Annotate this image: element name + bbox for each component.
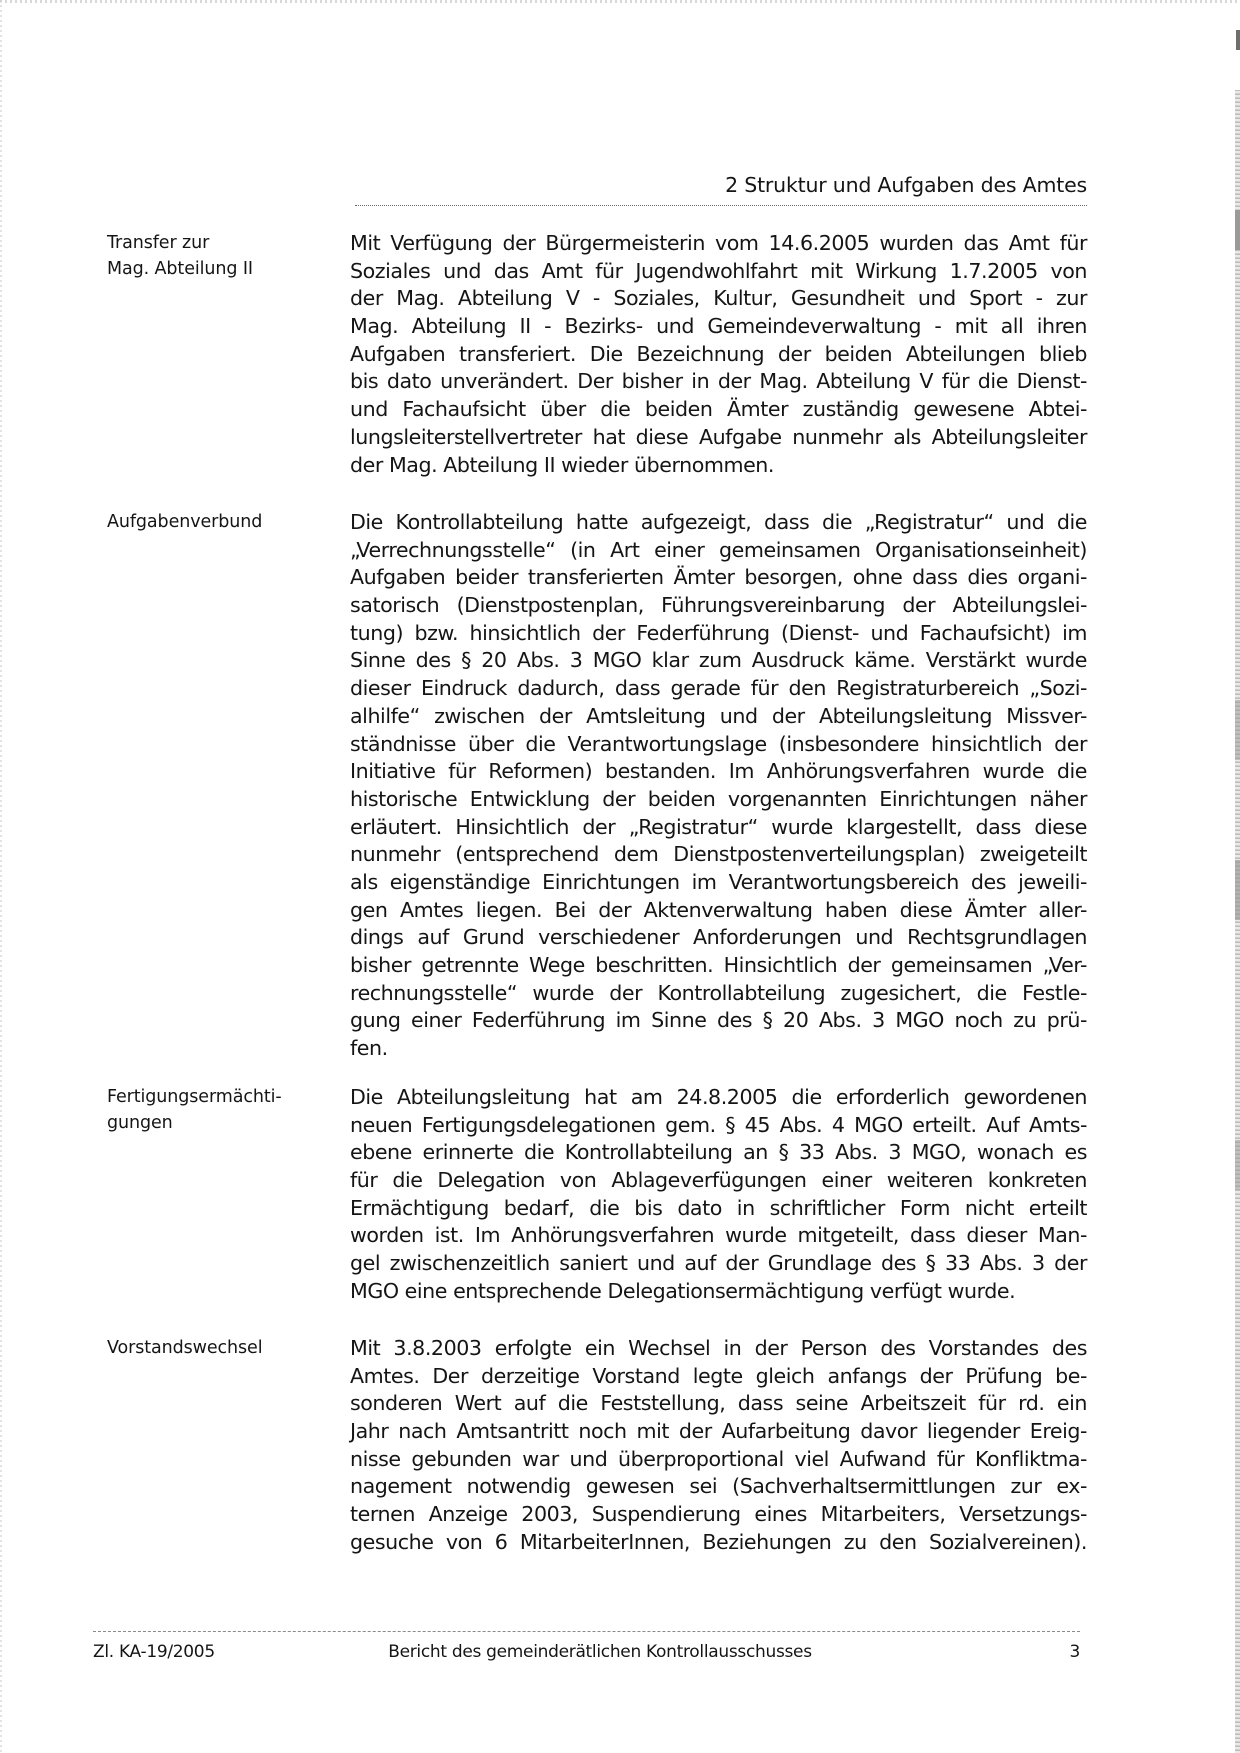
text-line: Ermächtigung bedarf, die bis dato in schriftlicher Form nicht erteilt [350, 1195, 1087, 1220]
margin-label-vorstandswechsel [107, 1335, 307, 1361]
margin-label-line: Transfer zur [107, 233, 210, 253]
text-line: gel zwischenzeitlich saniert und auf der Grundlage des § 33 Abs. 3 der [350, 1251, 1087, 1276]
text-line: erläutert. Hinsichtlich der „Registratur“ wurde klargestellt, dass diese [350, 814, 1087, 839]
text-line: nisse gebunden war und überproportional viel Aufwand für Konfliktma- [350, 1446, 1087, 1471]
text-line: alhilfe“ zwischen der Amtsleitung und der Abteilungsleitung Missver- [350, 703, 1087, 728]
text-line: Die Kontrollabteilung hatte aufgezeigt, dass die „Registratur“ und die [350, 510, 1087, 534]
text-line: Sinne des § 20 Abs. 3 MGO klar zum Ausdruck käme. Verstärkt wurde [350, 648, 1087, 673]
text-line: Jahr nach Amtsantritt noch mit der Aufarbeitung davor liegender Ereig- [350, 1419, 1087, 1444]
scan-mark [1235, 860, 1240, 920]
paragraph-fertigungsermaechtigungen [350, 1084, 1087, 1306]
margin-label-line: Mag. Abteilung II [107, 259, 253, 279]
text-line: MGO eine entsprechende Delegationsermächtigung verfügt wurde. [350, 1278, 1016, 1303]
footer-report-title: Bericht des gemeinderätlichen Kontrollausschusses [388, 1642, 812, 1662]
scan-edge-right [1235, 90, 1240, 1753]
text-line: „Verrechnungsstelle“ (in Art einer gemeinsamen Organisationseinheit) [350, 537, 1087, 562]
paragraph-aufgabenverbund [350, 509, 1087, 1063]
text-line: Mit 3.8.2003 erfolgte ein Wechsel in der Person des Vorstandes des [350, 1336, 1087, 1360]
text-line: dings auf Grund verschiedener Anforderungen und Rechtsgrundlagen [350, 925, 1087, 950]
text-line: Soziales und das Amt für Jugendwohlfahrt mit Wirkung 1.7.2005 von [350, 258, 1087, 283]
text-line: dieser Eindruck dadurch, dass gerade für den Registraturbereich „Sozi- [350, 676, 1087, 701]
scan-mark [1235, 1140, 1240, 1190]
text-line: der Mag. Abteilung II wieder übernommen. [350, 452, 775, 477]
margin-label-line: Fertigungsermächti- [107, 1087, 282, 1107]
header-dotted-rule [355, 205, 1087, 206]
text-line: der Mag. Abteilung V - Soziales, Kultur, Gesundheit und Sport - zur [350, 286, 1087, 311]
text-line: Amtes. Der derzeitige Vorstand legte gleich anfangs der Prüfung be- [350, 1363, 1087, 1388]
margin-label-line: Aufgabenverbund [107, 512, 263, 532]
text-line: und Fachaufsicht über die beiden Ämter zuständig gewesene Abtei- [350, 397, 1087, 422]
text-line: Mag. Abteilung II - Bezirks- und Gemeindeverwaltung - mit all ihren [350, 314, 1087, 339]
text-line: neuen Fertigungsdelegationen gem. § 45 Abs. 4 MGO erteilt. Auf Amts- [350, 1112, 1087, 1137]
margin-label-aufgabenverbund [107, 509, 307, 535]
text-line: historische Entwicklung der beiden vorgenannten Einrichtungen näher [350, 786, 1087, 811]
margin-label-fertigungsermaechtigungen [107, 1084, 307, 1136]
text-line: Aufgaben transferiert. Die Bezeichnung der beiden Abteilungen blieb [350, 341, 1087, 366]
margin-label-line: Vorstandswechsel [107, 1338, 263, 1358]
text-line: als eigenständige Einrichtungen im Verantwortungsbereich des jeweili- [350, 869, 1087, 894]
paragraph-transfer [350, 230, 1087, 479]
footer-reference: Zl. KA-19/2005 [93, 1642, 215, 1662]
text-line: gen Amtes liegen. Bei der Aktenverwaltung haben diese Ämter aller- [350, 897, 1087, 922]
text-line: tung) bzw. hinsichtlich der Federführung (Dienst- und Fachaufsicht) im [350, 620, 1087, 645]
scan-edge-left [0, 0, 2, 1753]
text-line: ebene erinnerte die Kontrollabteilung an § 33 Abs. 3 MGO, wonach es [350, 1140, 1087, 1165]
text-line: satorisch (Dienstpostenplan, Führungsvereinbarung der Abteilungslei- [350, 593, 1087, 618]
scan-mark [1235, 210, 1240, 250]
text-line: gesuche von 6 MitarbeiterInnen, Beziehungen zu den Sozialvereinen). [350, 1529, 1087, 1554]
text-line: für die Delegation von Ablageverfügungen einer weiteren konkreten [350, 1168, 1087, 1193]
running-header-title: 2 Struktur und Aufgaben des Amtes [725, 173, 1087, 197]
text-line: sonderen Wert auf die Feststellung, dass seine Arbeitszeit für rd. ein [350, 1391, 1087, 1416]
margin-label-transfer [107, 230, 307, 282]
text-line: fen. [350, 1036, 388, 1061]
text-line: Aufgaben beider transferierten Ämter besorgen, ohne dass dies organi- [350, 565, 1087, 590]
text-line: gung einer Federführung im Sinne des § 20 Abs. 3 MGO noch zu prü- [350, 1008, 1087, 1033]
scan-mark [1235, 700, 1240, 760]
text-line: ternen Anzeige 2003, Suspendierung eines Mitarbeiters, Versetzungs- [350, 1502, 1087, 1527]
text-line: Mit Verfügung der Bürgermeisterin vom 14.6.2005 wurden das Amt für [350, 231, 1087, 255]
text-line: worden ist. Im Anhörungsverfahren wurde mitgeteilt, dass dieser Man- [350, 1223, 1087, 1248]
text-line: bis dato unverändert. Der bisher in der Mag. Abteilung V für die Dienst- [350, 369, 1087, 394]
scan-edge-top [0, 0, 1240, 3]
page-number: 3 [1069, 1642, 1080, 1662]
text-line: Initiative für Reformen) bestanden. Im Anhörungsverfahren wurde die [350, 759, 1087, 784]
text-line: lungsleiterstellvertreter hat diese Aufgabe nunmehr als Abteilungsleiter [350, 424, 1087, 449]
text-line: bisher getrennte Wege beschritten. Hinsichtlich der gemeinsamen „Ver- [350, 953, 1087, 977]
paragraph-vorstandswechsel [350, 1335, 1087, 1557]
scan-mark [1236, 30, 1240, 50]
text-line: rechnungsstelle“ wurde der Kontrollabteilung zugesichert, die Festle- [350, 980, 1087, 1005]
text-line: nagement notwendig gewesen sei (Sachverhaltsermittlungen zur ex- [350, 1474, 1087, 1499]
text-line: ständnisse über die Verantwortungslage (insbesondere hinsichtlich der [350, 731, 1087, 756]
text-line: Die Abteilungsleitung hat am 24.8.2005 die erforderlich gewordenen [350, 1085, 1087, 1109]
margin-label-line: gungen [107, 1113, 173, 1133]
text-line: nunmehr (entsprechend dem Dienstpostenverteilungsplan) zweigeteilt [350, 842, 1087, 867]
footer-dashed-rule [93, 1631, 1080, 1632]
